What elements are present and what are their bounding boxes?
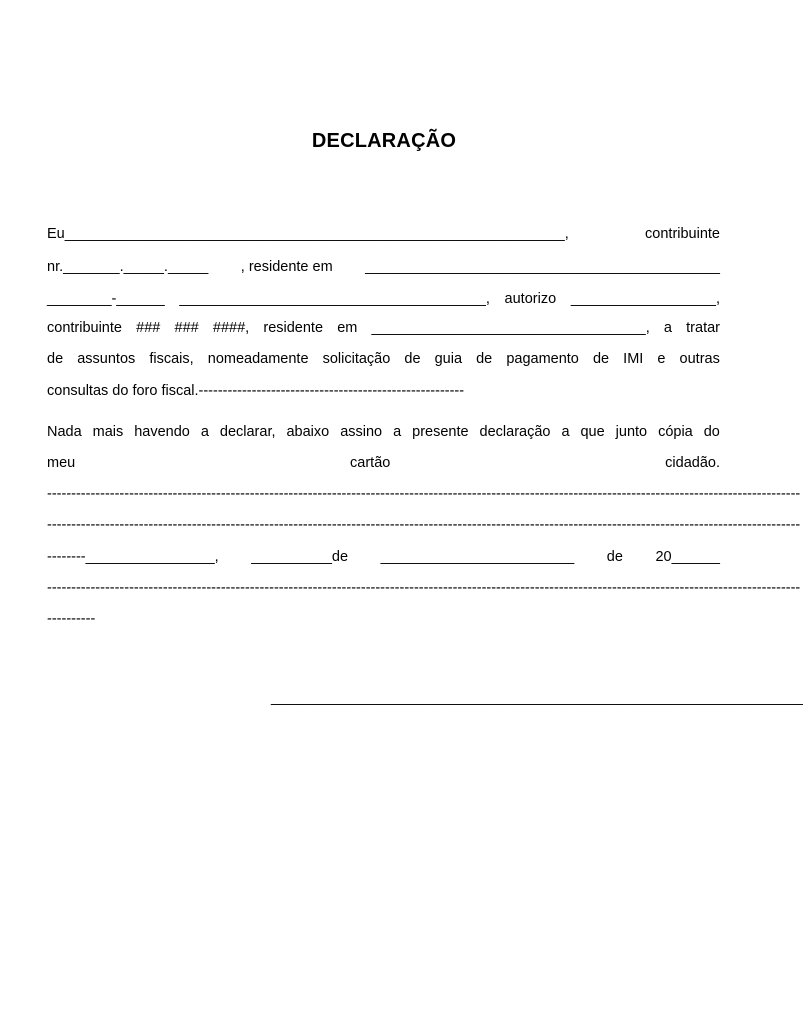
word: IMI [623,351,644,367]
paragraph-1-line-3 [47,289,720,309]
word: que [580,424,605,440]
place-field: --------________________, [47,549,219,565]
word: autorizo [504,291,557,307]
paragraph-1-line-4 [47,318,720,338]
word: ### [174,320,199,336]
word: pagamento [506,351,579,367]
taxpayer-number-field: nr._______._____._____ [47,259,209,275]
word: junto [615,424,648,440]
authorized-residence-field: __________________________________, [371,320,650,336]
word: de [592,351,610,367]
word: cartão [350,455,391,471]
paragraph-1-line-1 [47,224,720,244]
word: meu [47,455,76,471]
word: residente [263,320,324,336]
word: assino [340,424,383,440]
word: tratar [686,320,720,336]
word: , residente em [240,259,333,275]
word: a [393,424,402,440]
word: presente [412,424,469,440]
word: contribuinte [645,226,720,242]
authorized-name-field: __________________, [570,291,720,307]
word: declaração [479,424,551,440]
word: solicitação [322,351,391,367]
signature-line: __________________________________________________________________ [271,690,803,706]
paragraph-2-line-2 [47,453,720,473]
name-field-text: Eu______________________________________________________________, [47,226,569,242]
dash-filler-line: ---------- [47,611,96,627]
paragraph-1-line-5 [47,349,720,369]
word: cópia [658,424,693,440]
word: havendo [134,424,190,440]
word: de [404,351,421,367]
dash-filler-line: ------------------------------------------------------------------------------------------------------------------------------------------------------------ [47,486,801,502]
paragraph-2-line-1 [47,422,720,442]
word: cidadão. [665,455,720,471]
document-title: DECLARAÇÃO [311,130,457,152]
day-field: __________de [251,549,349,565]
year-field: 20______ [655,549,720,565]
word: assuntos [77,351,136,367]
word: a [561,424,570,440]
word: ### [136,320,161,336]
locality-field: ______________________________________, [179,291,490,307]
date-place-line [47,547,720,567]
month-field: ________________________ [380,549,575,565]
word: abaixo [286,424,330,440]
word: a [663,320,672,336]
word: declarar, [219,424,276,440]
word: de [47,351,64,367]
word: em [337,320,358,336]
residence-field: ____________________________________________ [365,259,720,275]
word: do [703,424,720,440]
dash-filler-line: ------------------------------------------------------------------------------------------------------------------------------------------------------------ [47,517,801,533]
word: fiscais, [149,351,194,367]
word: Nada [47,424,82,440]
dash-filler-line: ------------------------------------------------------------------------------------------------------------------------------------------------------------ [47,580,801,596]
paragraph-1-line-2 [47,257,720,277]
word: guia [434,351,463,367]
word: nomeadamente [207,351,309,367]
word: de [476,351,493,367]
word: contribuinte [47,320,122,336]
word: mais [92,424,124,440]
word: ####, [212,320,250,336]
word: de [606,549,623,565]
word: e [657,351,666,367]
postal-code-field: ________-______ [47,291,165,307]
word: a [200,424,209,440]
paragraph-1-line-6: consultas do foro fiscal.------------------------------------------------------- [47,383,465,399]
word: outras [679,351,720,367]
